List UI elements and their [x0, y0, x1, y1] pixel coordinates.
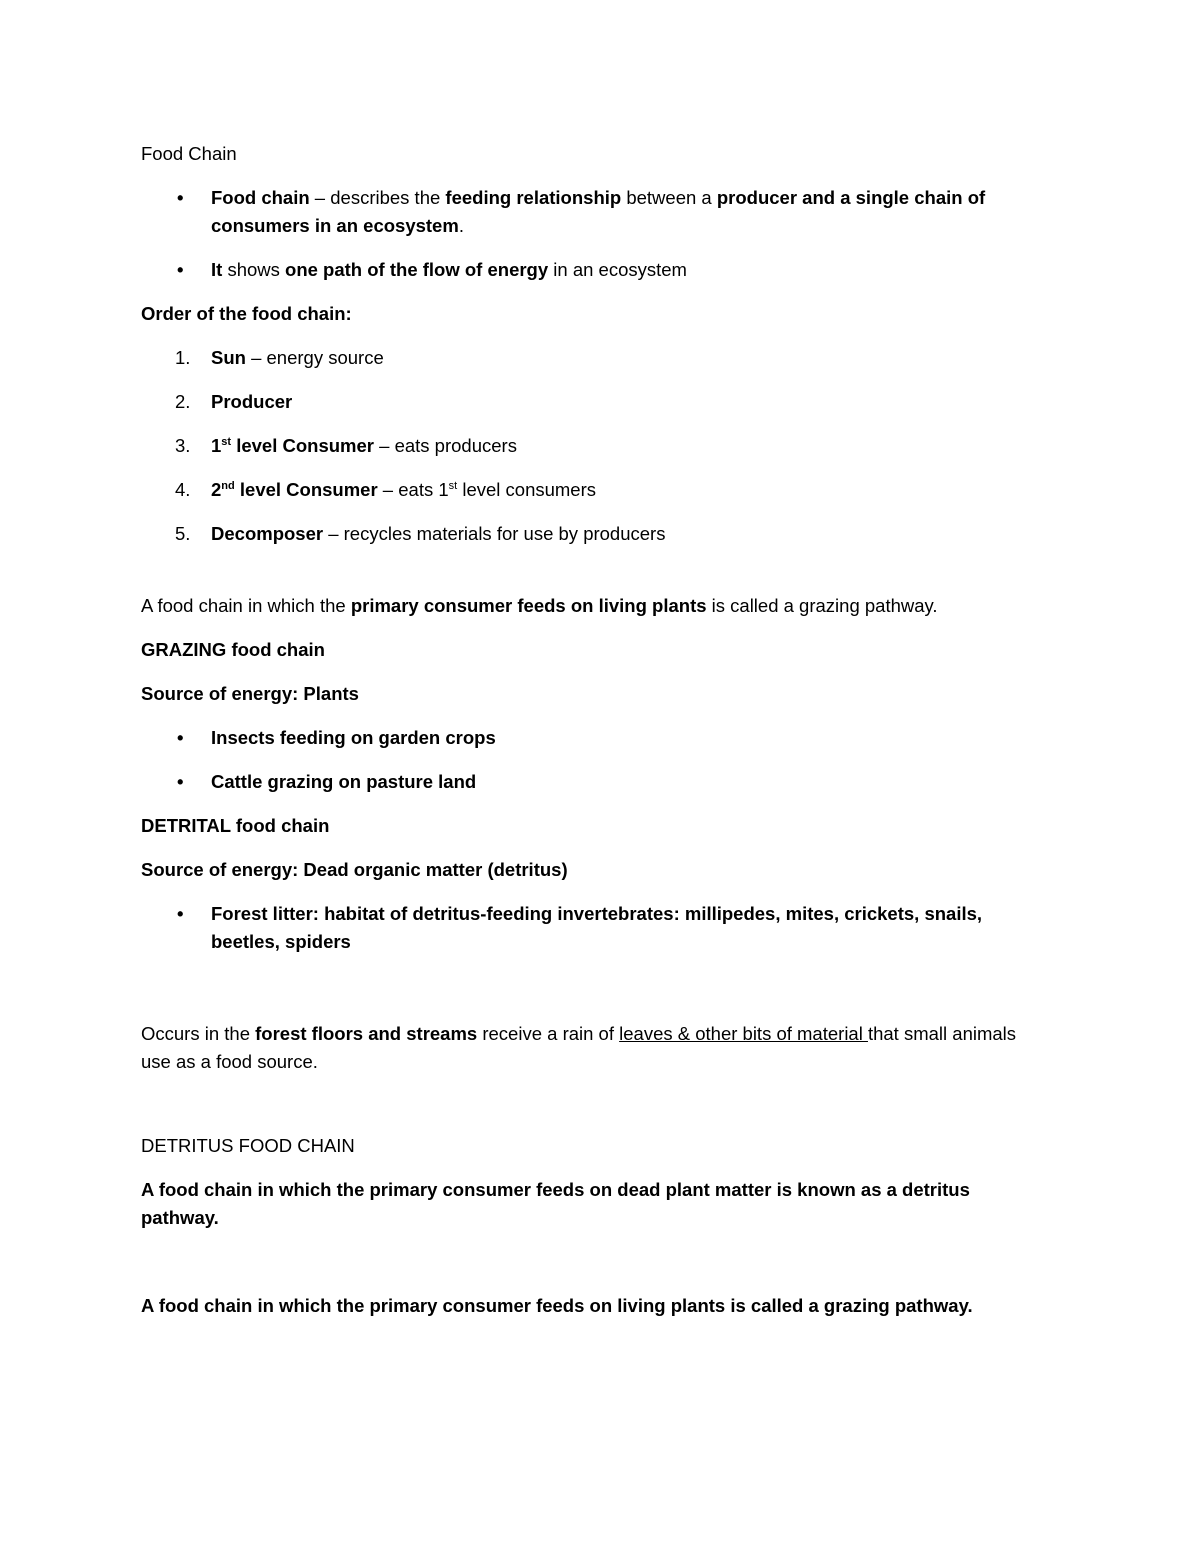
ordinal-suffix: st: [221, 435, 232, 448]
list-item: [141, 724, 1021, 752]
order-term: Decomposer: [211, 523, 324, 544]
page-title: Food Chain: [141, 143, 237, 164]
list-number: 3.: [175, 435, 191, 456]
text-segment-underlined: leaves & other bits of material: [619, 1023, 868, 1044]
text-segment: in an ecosystem: [548, 259, 687, 280]
text-segment: Occurs in the: [141, 1023, 256, 1044]
term-food-chain: Food chain: [211, 187, 310, 208]
bullet-icon: •: [177, 903, 184, 924]
ordinal-suffix: nd: [221, 479, 235, 492]
spacer: [141, 972, 1021, 1020]
list-item: [141, 432, 1021, 460]
text-segment: receive a rain of: [477, 1023, 620, 1044]
detrital-heading: DETRITAL food chain: [141, 815, 330, 836]
order-list: [141, 344, 1021, 548]
detritus-definition: A food chain in which the primary consumer feeds on dead plant matter is known as a detritus pathway.: [141, 1179, 970, 1228]
list-item: [141, 256, 1021, 284]
list-number: 2.: [175, 391, 191, 412]
list-item: [141, 184, 1021, 240]
list-item: [141, 476, 1021, 504]
list-item: [141, 388, 1021, 416]
bullet-icon: •: [177, 727, 184, 748]
order-term: [211, 435, 374, 456]
grazing-energy-source: Source of energy: Plants: [141, 683, 359, 704]
list-number: 5.: [175, 523, 191, 544]
occurs-paragraph: [141, 1020, 1021, 1076]
text-segment: that small animals use as a food source.: [141, 1023, 1017, 1072]
list-item: [141, 900, 1021, 956]
order-heading: Order of the food chain:: [141, 303, 352, 324]
bullet-icon: •: [177, 771, 184, 792]
list-item: [141, 768, 1021, 796]
ordinal-suffix: st: [448, 479, 458, 492]
order-description: [378, 479, 596, 500]
ordinal-number: 2: [211, 479, 222, 500]
grazing-definition: [141, 592, 1021, 620]
text-segment-bold: primary consumer feeds on living plants: [350, 595, 707, 616]
order-description: – energy source: [245, 347, 384, 368]
order-description: – eats producers: [374, 435, 517, 456]
text-segment: A food chain in which the: [141, 595, 351, 616]
bullet-icon: •: [177, 259, 184, 280]
text-segment-bold: It: [211, 259, 223, 280]
ordinal-number: 1: [211, 435, 222, 456]
list-item: [141, 344, 1021, 372]
text-segment-bold: forest floors and streams: [255, 1023, 478, 1044]
list-item-text: Insects feeding on garden crops: [211, 727, 496, 748]
grazing-definition-bold: A food chain in which the primary consumer feeds on living plants is called a grazing pathway.: [141, 1295, 973, 1316]
list-item-text: Cattle grazing on pasture land: [211, 771, 477, 792]
text-segment: – eats 1: [377, 479, 449, 500]
list-number: 1.: [175, 347, 191, 368]
order-term: Sun: [211, 347, 246, 368]
grazing-bullet-list: [141, 724, 1021, 796]
order-term: [211, 479, 378, 500]
term-producer-chain: producer and a single chain of consumers in an ecosystem: [211, 187, 986, 236]
order-term-text: level Consumer: [231, 435, 374, 456]
text-segment: shows: [222, 259, 286, 280]
term-flow-of-energy: one path of the flow of energy: [285, 259, 549, 280]
text-segment: level consumers: [457, 479, 597, 500]
list-item-text: Forest litter: habitat of detritus-feeding invertebrates: millipedes, mites, crickets, snails, beetles, spiders: [211, 903, 983, 952]
order-description: – recycles materials for use by producers: [323, 523, 666, 544]
spacer: [141, 564, 1021, 592]
detritus-heading: DETRITUS FOOD CHAIN: [141, 1135, 355, 1156]
list-number: 4.: [175, 479, 191, 500]
spacer: [141, 1092, 1021, 1132]
term-feeding-relationship: feeding relationship: [445, 187, 622, 208]
bullet-icon: •: [177, 187, 184, 208]
order-term-text: level Consumer: [234, 479, 378, 500]
order-term: Producer: [211, 391, 293, 412]
text-segment: – describes the: [309, 187, 446, 208]
grazing-heading: GRAZING food chain: [141, 639, 325, 660]
detrital-energy-source: Source of energy: Dead organic matter (detritus): [141, 859, 568, 880]
text-segment: .: [458, 215, 464, 236]
list-item: [141, 520, 1021, 548]
document-body: [141, 140, 1021, 1336]
detrital-bullet-list: [141, 900, 1021, 956]
spacer: [141, 1248, 1021, 1292]
text-segment: between a: [621, 187, 717, 208]
intro-bullet-list: [141, 184, 1021, 284]
text-segment: is called a grazing pathway.: [706, 595, 938, 616]
